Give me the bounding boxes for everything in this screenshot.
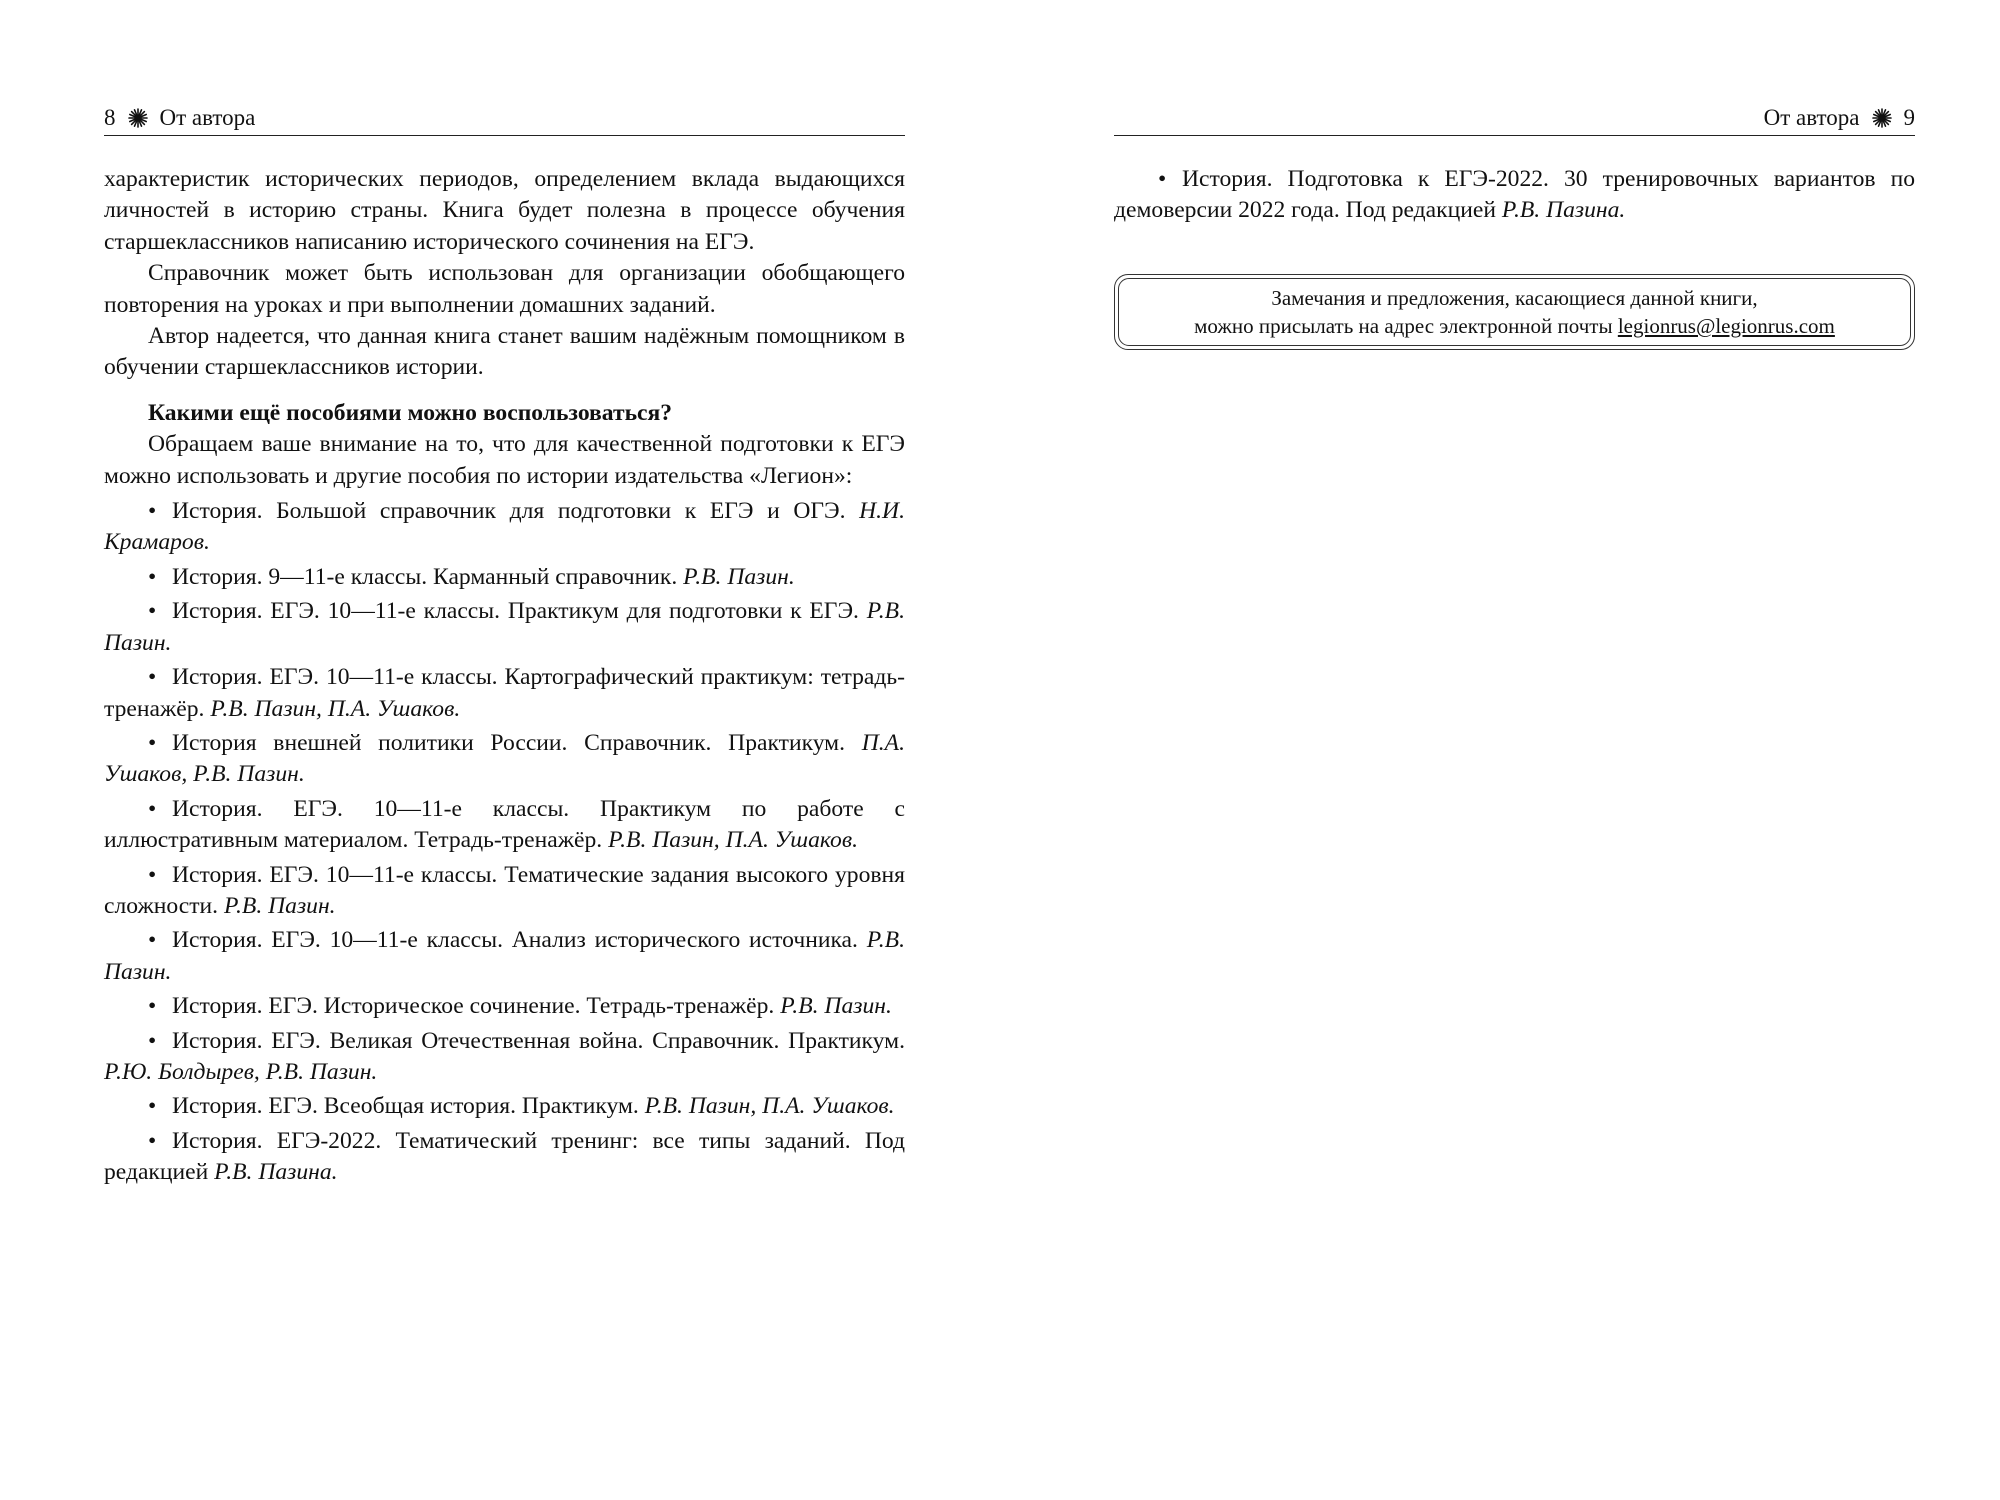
left-page	[104, 0, 905, 1500]
book-title: История. Большой справочник для подготовки к ЕГЭ и ОГЭ.	[172, 498, 846, 525]
notice-line-2	[1194, 312, 1835, 340]
list-item	[104, 991, 905, 1022]
list-item	[104, 860, 905, 923]
subheading: Какими ещё пособиями можно воспользоваться?	[148, 399, 673, 426]
book-title: История. ЕГЭ. 10—11-е классы. Тематические задания высокого уровня сложности.	[104, 861, 905, 919]
book-title: История. ЕГЭ. Историческое сочинение. Тетрадь-тренажёр.	[172, 993, 775, 1020]
bullet-icon: •	[1158, 166, 1167, 192]
bullet-icon: •	[148, 795, 157, 822]
section-title-left: От автора	[159, 104, 256, 130]
email-link[interactable]: legionrus@legionrus.com	[1617, 314, 1835, 338]
bullet-icon: •	[148, 861, 157, 888]
bullet-icon: •	[148, 1027, 157, 1054]
right-page-body	[1114, 164, 1915, 230]
notice-line-2-text: можно присылать на адрес электронной почты	[1194, 314, 1613, 338]
bullet-icon: •	[148, 993, 157, 1020]
list-item	[104, 728, 905, 791]
list-item	[104, 562, 905, 593]
book-author: Р.В. Пазин, П.А. Ушаков.	[644, 1093, 895, 1120]
running-head-left	[104, 100, 905, 136]
book-author: П.А. Ушаков, Р.В. Пазин.	[104, 729, 905, 788]
list-item	[104, 925, 905, 988]
book-title: История. ЕГЭ. 10—11-е классы. Анализ исторического источника.	[172, 927, 858, 954]
list-item	[104, 1126, 905, 1189]
left-page-body	[104, 164, 905, 1192]
book-author: Р.В. Пазин.	[223, 892, 336, 919]
list-item	[104, 794, 905, 857]
page-number-left: 8	[104, 104, 116, 130]
book-title: История. ЕГЭ-2022. Тематический тренинг: все типы заданий. Под редакцией	[104, 1127, 905, 1186]
book-title: История. ЕГЭ. Всеобщая история. Практикум.	[172, 1093, 639, 1120]
sun-ornament-icon	[128, 108, 148, 128]
book-author: Р.В. Пазин.	[683, 563, 795, 590]
bullet-icon: •	[148, 664, 157, 691]
book-title: История. ЕГЭ. 10—11-е классы. Практикум по работе с иллюстративным материалом. Тетрадь-тренажёр.	[104, 795, 905, 854]
bullet-icon: •	[148, 1093, 157, 1120]
book-title: История. ЕГЭ. 10—11-е классы. Практикум для подготовки к ЕГЭ.	[172, 598, 859, 625]
subheading-text: Обращаем ваше внимание на то, что для качественной подготовки к ЕГЭ можно использовать и другие пособия по истории издательства «Легион»:	[104, 431, 905, 489]
bullet-icon: •	[148, 729, 157, 756]
book-author: Р.В. Пазин.	[780, 993, 892, 1020]
book-author: Р.В. Пазин, П.А. Ушаков.	[210, 695, 461, 722]
list-item	[1114, 164, 1915, 227]
sun-ornament-icon	[1872, 108, 1892, 128]
intro-paragraph: Справочник может быть использован для организации обобщающего повторения на уроках и при выполнении домашних заданий.	[104, 260, 905, 318]
book-title: История внешней политики России. Справочник. Практикум.	[172, 729, 846, 756]
page-number-right: 9	[1903, 104, 1915, 130]
list-item	[104, 496, 905, 559]
right-page	[1114, 0, 1915, 1500]
intro-paragraph: характеристик исторических периодов, определением вклада выдающихся личностей в историю страны. Книга будет полезна в процессе обучения старшеклассников написанию исторического сочинения на ЕГЭ.	[104, 166, 905, 255]
book-author: Р.В. Пазин.	[104, 598, 905, 656]
bullet-icon: •	[148, 598, 157, 625]
bullet-icon: •	[148, 927, 157, 954]
book-author: Р.В. Пазин, П.А. Ушаков.	[608, 827, 858, 854]
book-title: История. Подготовка к ЕГЭ-2022. 30 тренировочных вариантов по демоверсии 2022 года. Под редакцией	[1114, 166, 1915, 224]
book-author: Р.В. Пазин.	[104, 927, 905, 985]
list-item	[104, 1091, 905, 1122]
feedback-notice-inner	[1118, 278, 1911, 346]
book-author: Р.В. Пазина.	[1501, 197, 1626, 224]
list-item	[104, 596, 905, 659]
book-author: Р.В. Пазина.	[214, 1159, 338, 1186]
book-list	[104, 496, 905, 1189]
notice-line-1: Замечания и предложения, касающиеся данной книги,	[1271, 286, 1758, 310]
book-title: История. ЕГЭ. 10—11-е классы. Картографический практикум: тетрадь-тренажёр.	[104, 664, 905, 722]
bullet-icon: •	[148, 563, 157, 590]
section-title-right: От автора	[1763, 104, 1860, 130]
book-title: История. 9—11-е классы. Карманный справочник.	[172, 563, 678, 590]
intro-paragraph: Автор надеется, что данная книга станет вашим надёжным помощником в обучении старшеклассников истории.	[104, 323, 905, 381]
book-author: Н.И. Крамаров.	[104, 498, 905, 556]
running-head-right	[1114, 100, 1915, 136]
bullet-icon: •	[148, 498, 157, 525]
feedback-notice-box	[1114, 274, 1915, 350]
book-title: История. ЕГЭ. Великая Отечественная война. Справочник. Практикум.	[172, 1027, 905, 1054]
list-item	[104, 662, 905, 725]
book-author: Р.Ю. Болдырев, Р.В. Пазин.	[104, 1058, 378, 1085]
bullet-icon: •	[148, 1127, 157, 1154]
list-item	[104, 1026, 905, 1089]
